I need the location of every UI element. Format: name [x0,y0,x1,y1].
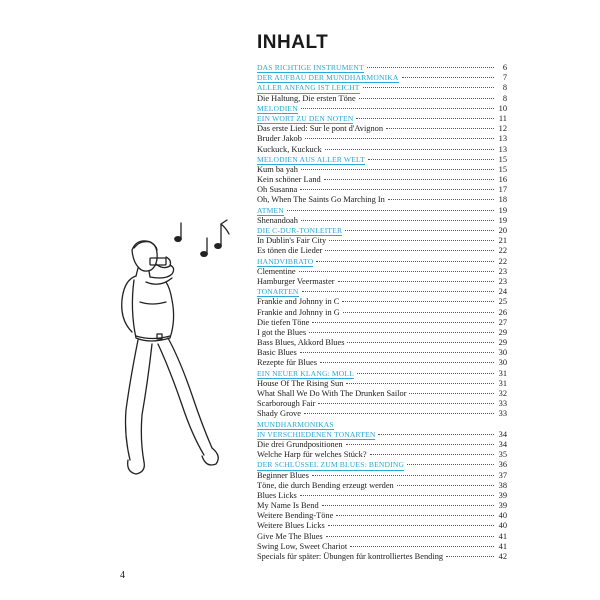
toc-entry [257,358,507,368]
dot-leader [446,554,494,557]
dot-leader [357,371,494,374]
toc-label: Töne, die durch Bending erzeugt werden [257,480,394,490]
toc-page-number: 39 [498,501,507,511]
dot-leader [316,259,494,262]
toc-entry [257,491,507,501]
toc-entry [257,450,507,460]
toc-page-number: 22 [498,256,507,266]
dot-leader [338,279,494,282]
dot-leader [300,493,494,496]
toc-section-heading [257,257,507,267]
toc-label: HANDVIBRATO [257,256,314,266]
toc-section-heading [257,430,507,440]
toc-section-heading [257,63,507,73]
dot-leader [326,534,494,537]
toc-label: House Of The Rising Sun [257,378,344,388]
toc-page-number: 12 [498,124,507,134]
toc-label: Basic Blues [257,348,297,358]
toc-label: MELODIEN [257,103,298,113]
dot-leader [318,401,494,404]
dot-leader [300,350,494,353]
toc-page-number: 23 [498,266,507,276]
toc-entry [257,124,507,134]
toc-section-heading [257,460,507,470]
toc-label: Bass Blues, Akkord Blues [257,338,345,348]
toc-section-heading [257,104,507,114]
toc-section-heading [257,369,507,379]
toc-label: Kein schöner Land [257,175,321,185]
dot-leader [363,85,494,88]
dot-leader [359,96,494,99]
dot-leader [302,289,494,292]
toc-entry [257,521,507,531]
dot-leader [305,136,494,139]
dot-leader [346,381,494,384]
dot-leader [345,228,494,231]
toc-label: Die tiefen Töne [257,317,310,327]
dot-leader [370,452,494,455]
toc-entry [257,246,507,256]
toc-label: MELODIEN AUS ALLER WELT [257,154,365,164]
dot-leader [312,320,494,323]
toc-label: Kuckuck, Kuckuck [257,144,322,154]
dot-leader [324,177,494,180]
dot-leader [350,544,494,547]
toc-label: Welche Harp für welches Stück? [257,450,367,460]
toc-page-number: 29 [498,338,507,348]
toc-page-number: 24 [498,287,507,297]
toc-page-number: 17 [498,185,507,195]
toc-page-number: 31 [498,378,507,388]
toc-page-number: 22 [498,246,507,256]
toc-label: TONARTEN [257,287,299,297]
toc-page-number: 41 [498,541,507,551]
toc-label: Die drei Grundpositionen [257,439,343,449]
toc-page-number: 13 [498,134,507,144]
toc-label: Es tönen die Lieder [257,246,323,256]
toc-entry [257,552,507,562]
dot-leader [320,360,494,363]
music-notes-icon [175,220,229,256]
dot-leader [304,411,494,414]
toc-entry [257,379,507,389]
toc-page-number: 27 [498,317,507,327]
toc-label: DER AUFBAU DER MUNDHARMONIKA [257,73,399,83]
toc-page-number: 29 [498,327,507,337]
toc-label: Weitere Blues Licks [257,521,325,531]
dot-leader [325,248,494,251]
toc-label: MUNDHARMONIKAS [257,419,334,429]
toc-page-number: 20 [498,226,507,235]
toc-label: In Dublin's Fair City [257,236,327,246]
toc-label: Frankie and Johnny in G [257,307,340,317]
dot-leader [309,330,494,333]
toc-entry [257,348,507,358]
toc-page-number: 23 [498,276,507,286]
harmonica-player-figure-with-music-notes-icon [100,210,240,490]
toc-page-number: 40 [498,521,507,531]
toc-entry [257,440,507,450]
dot-leader [329,238,494,241]
dot-leader [388,197,494,200]
toc-label: Das erste Lied: Sur le pont d'Avignon [257,124,384,134]
toc-label: My Name Is Bend [257,501,319,511]
toc-page-number: 8 [502,83,507,93]
toc-entry [257,308,507,318]
toc-entry [257,216,507,226]
toc-label: Clementine [257,266,296,276]
dot-leader [301,218,494,221]
toc-section-heading [257,287,507,297]
dot-leader [325,147,494,150]
toc-page-number: 26 [498,307,507,317]
toc-label: What Shall We Do With The Drunken Sailor [257,389,407,398]
toc-page-number: 15 [498,164,507,174]
toc-entry [257,389,507,399]
toc-page-number: 33 [498,399,507,409]
toc-label: Oh Susanna [257,185,298,195]
dot-leader [342,299,494,302]
toc-page-number: 10 [498,103,507,113]
toc-page-number: 37 [498,470,507,480]
dot-leader [368,157,494,160]
toc-section-heading [257,73,507,83]
dot-leader [367,65,494,68]
dot-leader [300,187,494,190]
toc-page-number: 30 [498,358,507,368]
toc-entry [257,511,507,521]
toc-page-number: 33 [498,409,507,419]
toc-label: DIE C-DUR-TONLEITER [257,226,343,235]
toc-page-number: 35 [498,450,507,460]
toc-page-number: 16 [498,175,507,185]
toc-page-number: 8 [502,93,507,103]
toc-section-heading [257,83,507,93]
dot-leader [312,473,494,476]
toc-page-number: 41 [498,531,507,541]
toc-label: Beginner Blues [257,470,309,480]
toc-label: Bruder Jakob [257,134,302,144]
page-number: 4 [120,570,125,581]
dot-leader [299,269,494,272]
toc-section-heading [257,155,507,165]
toc-entry [257,481,507,491]
toc-entry [257,328,507,338]
toc-label: Shenandoah [257,215,298,225]
toc-page-number: 13 [498,144,507,154]
toc-label: DAS RICHTIGE INSTRUMENT [257,63,364,72]
toc-section-heading [257,420,507,430]
dot-leader [347,340,494,343]
toc-label: DER SCHLÜSSEL ZUM BLUES: BENDING [257,460,405,470]
toc-entry [257,542,507,552]
toc-label: Weitere Bending-Töne [257,511,334,521]
toc-entry [257,94,507,104]
toc-section-heading [257,114,507,124]
toc-section-heading [257,226,507,236]
toc-page-number: 36 [498,460,507,470]
toc-page-number: 30 [498,348,507,358]
toc-section-heading [257,206,507,216]
toc-label: Scarborough Fair [257,399,316,409]
toc-label: Oh, When The Saints Go Marching In [257,195,385,205]
toc-entry [257,185,507,195]
dot-leader [386,126,494,129]
toc-entry [257,236,507,246]
toc-page-number: 6 [502,63,507,72]
toc-label: Kum ba yah [257,164,298,174]
dot-leader [301,106,494,109]
toc-entry [257,195,507,205]
toc-label: Die Haltung, Die ersten Töne [257,93,356,103]
dot-leader [402,75,494,78]
toc-page-number: 21 [498,236,507,246]
dot-leader [322,503,494,506]
toc-page-number: 19 [498,205,507,215]
dot-leader [287,208,494,211]
toc-entry [257,297,507,307]
toc-page-number: 7 [502,73,507,83]
toc-page-number: 11 [498,113,507,123]
dot-leader [343,310,494,313]
toc-entry [257,471,507,481]
toc-page-number: 39 [498,490,507,500]
toc-page-number: 25 [498,297,507,307]
toc-page-number: 32 [498,389,507,398]
dot-leader [356,116,494,119]
toc-entry [257,145,507,155]
toc-entry [257,399,507,409]
dot-leader [336,513,494,516]
toc-label: ATMEN [257,205,284,215]
toc-label: Give Me The Blues [257,531,323,541]
toc-label: IN VERSCHIEDENEN TONARTEN [257,429,376,439]
toc-page-number: 38 [498,480,507,490]
toc-label: EIN WORT ZU DEN NOTEN [257,113,354,123]
toc-entry [257,277,507,287]
toc-label: Hamburger Veermaster [257,276,335,286]
dot-leader [346,442,494,445]
toc-page-number: 31 [498,368,507,378]
toc-label: EIN NEUER KLANG: MOLL [257,368,355,378]
toc-page-number: 18 [498,195,507,205]
dot-leader [407,462,494,465]
toc-entry [257,532,507,542]
dot-leader [409,391,494,394]
toc-entry [257,267,507,277]
dot-leader [397,483,494,486]
toc-label: ALLER ANFANG IST LEICHT [257,83,360,93]
toc-entry [257,318,507,328]
dot-leader [378,432,494,435]
toc-label: Blues Licks [257,490,297,500]
toc-entry [257,175,507,185]
toc-page-number: 40 [498,511,507,521]
toc-page-number: 34 [498,429,507,439]
toc-page-number: 19 [498,215,507,225]
dot-leader [301,167,494,170]
table-of-contents [257,63,507,562]
toc-label: Swing Low, Sweet Chariot [257,541,348,551]
toc-page-number: 42 [498,552,507,561]
toc-label: I got the Blues [257,327,307,337]
toc-page-number: 15 [498,154,507,164]
toc-label: Frankie and Johnny in C [257,297,340,307]
toc-entry [257,409,507,419]
toc-entry [257,165,507,175]
toc-entry [257,501,507,511]
toc-entry [257,134,507,144]
toc-entry [257,338,507,348]
page-title: INHALT [257,32,329,53]
toc-label: Shady Grove [257,409,301,419]
toc-page-number: 34 [498,439,507,449]
dot-leader [328,523,494,526]
toc-label: Rezepte für Blues [257,358,317,368]
toc-label: Specials für später: Übungen für kontrolliertes Bending [257,552,444,561]
